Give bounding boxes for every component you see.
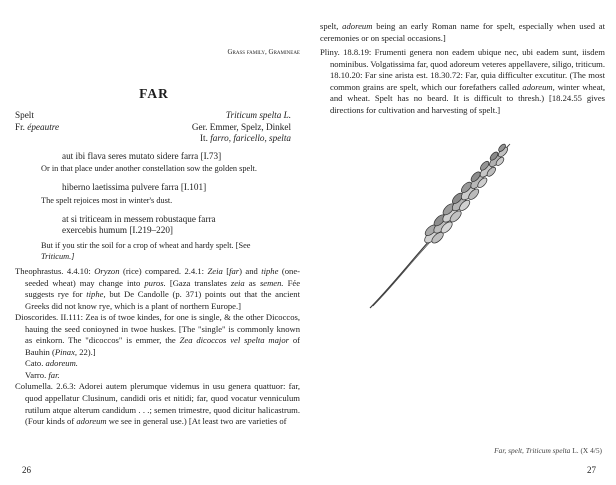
french-label: Fr. (15, 122, 25, 132)
text: we see in general use.) [At least two are varieties of (108, 416, 287, 427)
caption-text: Far, spelt, (494, 446, 524, 455)
latin-term: Pinax, (54, 346, 78, 357)
translation-line-4 (41, 252, 74, 261)
german-names: Ger. Emmer, Spelz, Dinkel (191, 122, 291, 132)
caption-scale: (X 4/5) (580, 446, 602, 455)
page-number: 26 (22, 465, 31, 475)
latin-term: adoreum (342, 21, 373, 31)
text: ) and (239, 266, 258, 276)
latin-term: adoreum (76, 416, 107, 427)
text: as (248, 277, 256, 288)
commentary-continued (320, 21, 605, 116)
latin-term: tiphe, (86, 289, 106, 300)
text: 4.4.10: (66, 266, 91, 276)
latin-term: far. (48, 369, 60, 380)
italian-names (200, 133, 291, 143)
cato-line (15, 358, 300, 370)
verse-line-3: at si triticeam in messem robustaque farra (62, 214, 216, 224)
latin-term: zeia (230, 277, 245, 288)
translation-line-2: The spelt rejoices most in winter's dust. (41, 196, 173, 205)
author-name: Dioscorides. (15, 312, 59, 323)
latin-term: Zeia (207, 266, 223, 276)
latin-term: far (229, 266, 240, 276)
text: [ (226, 266, 230, 276)
author-name: Columella. (15, 381, 53, 392)
entry-title: FAR (139, 86, 169, 101)
spikelets (420, 143, 510, 248)
text: 2.6.3: Adorei autem plerumque videmus in usu genera quattuor: far, quod appellatur Clusinum, candidi oris et nitidi; far, quod vocatur venniculum rutilum atque alterum candidum . . .; semen trimestre, quod dicitur halicastrum. (Four kinds of (25, 381, 301, 427)
text: but De Candolle (p. 371) points out that the ancient Greeks did not know rye, which is a plant of northern Europe.] (25, 289, 300, 311)
text: 22).] (79, 346, 96, 357)
text: II.111: Zea is of twoe kindes, for one is single, & the other Dicoccos, hauing the seed conioyned in twoe huskes. [The "single" is commonly known as einkorn. The "dicoccos" is emmer, the (25, 312, 300, 346)
botanical-name (226, 110, 291, 120)
text: [Gaza translates (169, 277, 227, 288)
text: spelt, (320, 21, 339, 31)
theophrastus-paragraph (15, 266, 300, 312)
latin-term: puros. (144, 277, 166, 288)
text: of Bauhin ( (25, 335, 300, 357)
latin-term: adoreum. (45, 358, 78, 369)
latin-term: semen. (259, 277, 284, 288)
verse-line-2: hiberno laetissima pulvere farra [I.101] (62, 182, 207, 192)
author-name: Cato. (25, 358, 44, 369)
caption-species: Triticum spelta (525, 446, 571, 455)
italian-words: farro, faricello, spelta (210, 133, 291, 143)
spelt-wheat-illustration (368, 140, 518, 310)
verse-line-1: aut ibi flava seres mutato sidere farra [I.73] (62, 151, 222, 161)
figure-caption (494, 446, 602, 455)
translation-see-ref: Triticum.] (41, 252, 75, 261)
latin-term: tiphe (261, 266, 279, 276)
commentary-body (15, 266, 300, 428)
varro-line (15, 370, 300, 382)
latin-term: Zea dicoccos vel spelta major (179, 335, 289, 346)
pliny-paragraph (320, 47, 605, 116)
french-word: épeautre (27, 122, 60, 132)
french-name (15, 122, 59, 132)
stem (370, 240, 430, 308)
latin-term: adoreum, (522, 81, 555, 92)
text: (rice) compared. 2.4.1: (122, 266, 205, 276)
columella-paragraph (15, 381, 300, 427)
text: winter wheat, and wheat. Spelt has no beard. It is difficult to thresh.) [18.24.55 gives directions for cultivation and harvesting of spelt.] (330, 81, 605, 115)
author-name: Theophrastus. (15, 266, 64, 276)
continued-paragraph (320, 21, 605, 44)
author-name: Pliny. (320, 47, 340, 58)
page-number: 27 (587, 465, 596, 475)
text: being an early Roman name for spelt, especially when used at ceremonies or on special occasions.] (320, 21, 606, 43)
english-name: Spelt (15, 110, 34, 120)
text: Fée suggests rye for (25, 277, 301, 300)
text: 18.8.19: Frumenti genera non eadem ubique nec, ubi eadem sunt, iisdem nominibus. Volgatissima far, quod adoreum veteres appellavere, siligo, triticum. 18.10.20: Far sine arista est. 18.30.72: Far, quia difficulter excutitur. (The most common grains are spelt, which our forefathers called (330, 47, 605, 92)
text: (one-seeded wheat) may change into (25, 266, 300, 288)
verse-line-4: exercebis humum [I.219–220] (62, 225, 173, 235)
italian-label: It. (199, 133, 208, 143)
botanical-name-genus: Triticum spelta L. (225, 110, 291, 120)
author-name: Varro. (25, 369, 47, 380)
running-header: Grass family, Gramineae (227, 48, 300, 56)
translation-line-1: Or in that place under another constellation sow the golden spelt. (41, 164, 257, 173)
latin-term: Oryzon (94, 266, 120, 276)
dioscorides-paragraph (15, 312, 300, 358)
caption-author: L. (572, 446, 579, 455)
translation-line-3: But if you stir the soil for a crop of wheat and hardy spelt. [See (41, 241, 251, 250)
right-page (308, 0, 616, 485)
